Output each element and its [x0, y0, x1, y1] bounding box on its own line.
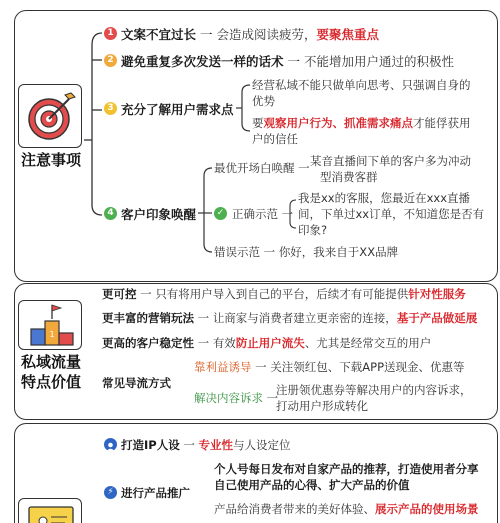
note-4-branch-3 — [214, 244, 398, 260]
title-line-2: 特点价值 — [20, 373, 81, 391]
feature-3-head: 更高的客户稳定性 — [102, 336, 194, 350]
guide-method-2-line2: 打动用户形成转化 — [276, 399, 368, 413]
feature-3 — [102, 335, 431, 351]
guide-method-2 — [194, 390, 278, 406]
feature-1-highlight: 针对性服务 — [408, 287, 466, 301]
section-title-private-traffic — [18, 352, 84, 392]
branch-3-text: 你好，我来自于XX品牌 — [278, 245, 399, 259]
operation-1-highlight: 专业性 — [198, 438, 234, 452]
dash: 一 — [140, 287, 152, 301]
note-2-head: 避免重复多次发送一样的话术 — [121, 54, 284, 69]
feature-2-text: 让商家与消费者建立更亲密的连接， — [212, 311, 397, 325]
dash: 一 — [197, 336, 210, 350]
number-badge-4: 4 — [104, 207, 117, 220]
branch-2-line1: 间，下单过xx订单，不知道您是否有 — [298, 207, 485, 221]
note-2-text: 不能增加用户通过的积极性 — [304, 54, 455, 69]
guide-method-1 — [194, 359, 465, 375]
note-4-branch-2 — [232, 206, 293, 222]
podium-icon-box — [18, 300, 82, 350]
dash: 一 — [255, 360, 267, 374]
note-3-sub2-line1 — [252, 115, 471, 131]
note-2 — [121, 52, 454, 70]
operation-1 — [121, 437, 291, 453]
dash: 一 — [298, 161, 310, 175]
note-3-head: 充分了解用户需求点 — [121, 102, 234, 117]
screen-icon — [19, 499, 83, 523]
note-1-highlight: 要聚焦重点 — [316, 27, 380, 42]
lightning-icon: ⚡ — [104, 486, 117, 499]
guide-method-1-label: 靠利益诱导 — [194, 360, 252, 374]
section-title-notes: 注意事项 — [20, 151, 81, 169]
feature-4-head: 常见导流方式 — [102, 376, 171, 390]
note-3-sub1-line2: 优势 — [252, 94, 275, 108]
branch-1-line1: 某音直播间下单的客户多为冲动 — [310, 154, 471, 168]
feature-2-head: 更丰富的营销玩法 — [102, 311, 194, 325]
podium-icon — [19, 301, 83, 351]
operation-2-b2-red: 展示产品的使用场景 — [375, 502, 479, 516]
screen-icon-box — [18, 498, 82, 523]
branch-1-line2: 型消费客群 — [320, 170, 378, 184]
branch-2-line2: 印象? — [298, 223, 328, 237]
dash: 一 — [287, 54, 301, 69]
feature-1-head: 更可控 — [102, 287, 137, 301]
number-badge-2: 2 — [104, 54, 117, 67]
branch-3-label: 错误示范 — [214, 245, 260, 259]
dash: 一 — [183, 438, 195, 452]
operation-2-head: 进行产品推广 — [121, 486, 190, 500]
user-icon — [104, 438, 117, 451]
operation-2-b2-text: 产品给消费者带来的美好体验、 — [214, 502, 375, 516]
dash: 一 — [281, 207, 294, 221]
operation-1-text: 与人设定位 — [233, 438, 291, 452]
note-3-sub2-red: 观察用户行为、抓准需求痛点 — [263, 116, 413, 130]
feature-3-highlight: 防止用户流失 — [235, 336, 305, 350]
branch-1-label: 最优开场白唤醒 — [214, 161, 295, 175]
operation-2-branch-2 — [214, 501, 479, 517]
dash: 一 — [197, 311, 210, 325]
feature-3-text2: 、尤其是经常交互的用户 — [304, 336, 432, 350]
guide-method-1-text: 关注领红包、下载APP送现金、优惠等 — [270, 360, 465, 374]
feature-2 — [102, 310, 477, 326]
branch-2-line0: 我是xx的客服，您最近在xxx直播 — [298, 191, 471, 205]
branch-2-label: 正确示范 — [232, 207, 278, 221]
feature-1 — [102, 286, 466, 302]
note-1 — [121, 25, 379, 43]
note-1-head: 文案不宜过长 — [121, 27, 197, 42]
note-1-text: 会造成阅读疲劳， — [216, 27, 317, 42]
note-4-branch-1 — [214, 160, 310, 176]
note-3-sub2-line2: 户的信任 — [252, 132, 298, 146]
svg-text:1: 1 — [49, 330, 55, 339]
note-3-sub2-a: 要 — [252, 116, 264, 130]
dash: 一 — [263, 245, 276, 259]
feature-3-text: 有效 — [212, 336, 236, 350]
operation-1-head: 打造IP人设 — [121, 438, 180, 452]
guide-method-2-line1: 注册领优惠券等解决用户的内容诉求， — [276, 383, 472, 397]
title-line-1: 私域流量 — [20, 353, 81, 371]
operation-2-line1: 个人号每日发布对自家产品的推荐，打造使用者分享 — [214, 462, 479, 476]
guide-method-2-label: 解决内容诉求 — [194, 391, 263, 405]
number-badge-3: 3 — [104, 102, 117, 115]
dash: 一 — [200, 27, 213, 42]
dash: 一 — [266, 391, 279, 405]
feature-1-text: 只有将用户导入到自己的平台，后续才有可能提供 — [155, 287, 409, 301]
note-3-sub1-line1: 经营私域不能只做单向思考、只强调自身的 — [252, 78, 471, 92]
note-3-sub2-b: 才能俘获用 — [413, 116, 471, 130]
operation-2-line2: 自己使用产品的心得、扩大产品的价值 — [214, 478, 410, 492]
check-icon: ✓ — [214, 207, 227, 220]
feature-2-highlight: 基于产品做延展 — [396, 311, 478, 325]
number-badge-1: 1 — [104, 27, 117, 40]
note-4-head: 客户印象唤醒 — [121, 207, 197, 222]
